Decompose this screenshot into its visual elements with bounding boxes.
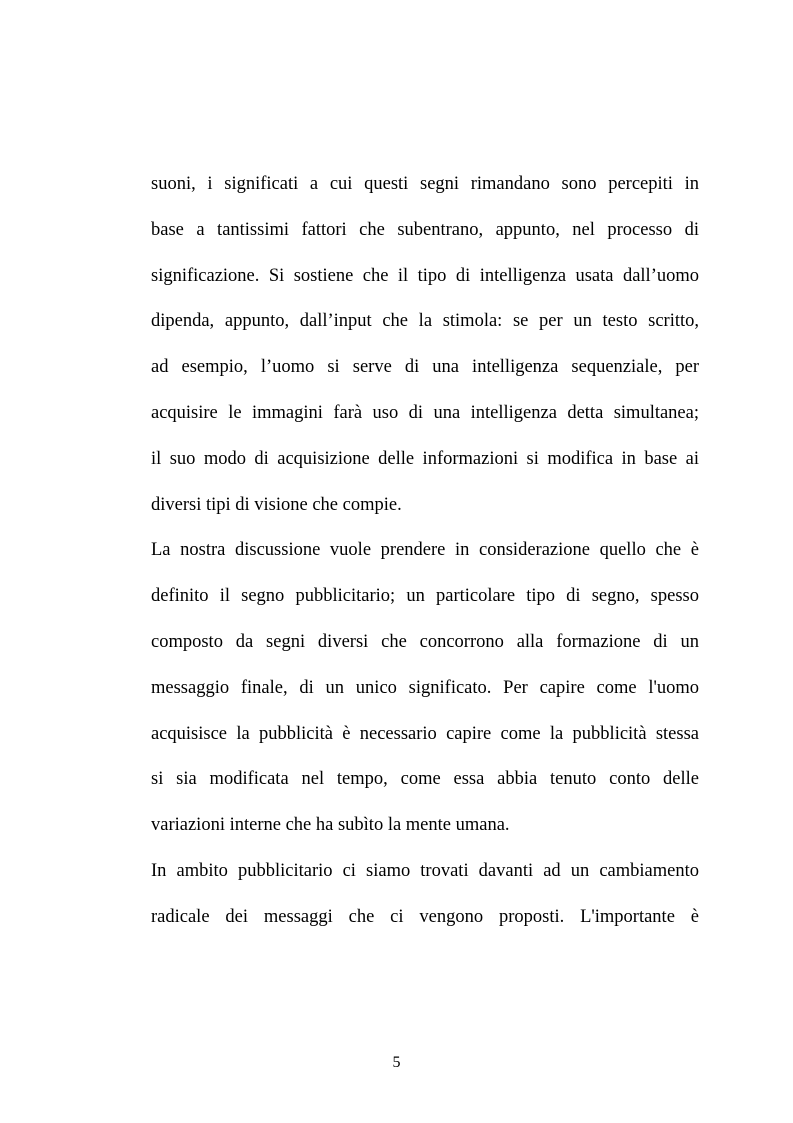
text-line: si sia modificata nel tempo, come essa abbia tenuto conto delle — [151, 769, 699, 790]
text-line: La nostra discussione vuole prendere in considerazione quello che è — [151, 540, 699, 561]
page-number: 5 — [392, 1054, 401, 1071]
text-line: radicale dei messaggi che ci vengono proposti. L'importante è — [151, 906, 699, 927]
body-text — [151, 169, 699, 948]
text-line: diversi tipi di visione che compie. — [151, 494, 402, 515]
text-line: ad esempio, l’uomo si serve di una intelligenza sequenziale, per — [151, 357, 699, 378]
text-line: il suo modo di acquisizione delle informazioni si modifica in base ai — [151, 448, 699, 469]
text-line: significazione. Si sostiene che il tipo di intelligenza usata dall’uomo — [151, 265, 699, 286]
text-line: acquisisce la pubblicità è necessario capire come la pubblicità stessa — [151, 723, 699, 744]
text-line: suoni, i significati a cui questi segni rimandano sono percepiti in — [151, 174, 699, 194]
text-line: definito il segno pubblicitario; un particolare tipo di segno, spesso — [151, 586, 699, 607]
text-line: In ambito pubblicitario ci siamo trovati davanti ad un cambiamento — [151, 860, 699, 881]
text-line: variazioni interne che ha subìto la mente umana. — [151, 815, 510, 836]
text-line: acquisire le immagini farà uso di una intelligenza detta simultanea; — [151, 402, 699, 423]
text-line: base a tantissimi fattori che subentrano, appunto, nel processo di — [151, 219, 699, 240]
text-line: messaggio finale, di un unico significato. Per capire come l'uomo — [151, 677, 699, 698]
text-line: composto da segni diversi che concorrono alla formazione di un — [151, 631, 699, 652]
text-line: dipenda, appunto, dall’input che la stimola: se per un testo scritto, — [151, 311, 699, 332]
